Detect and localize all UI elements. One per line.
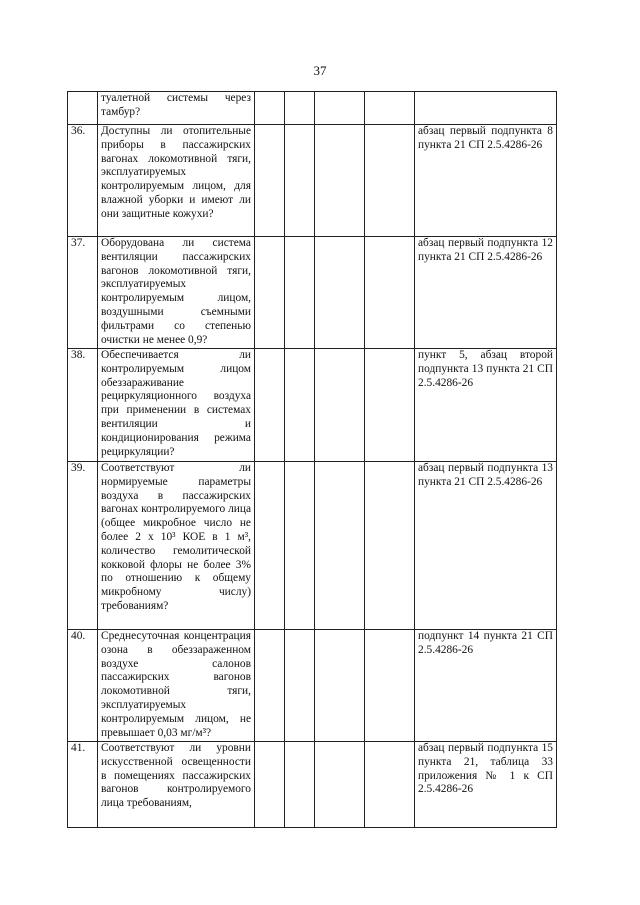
- row-reference: пункт 5, абзац второй подпункта 13 пункта 21 СП 2.5.4286-26: [415, 349, 557, 462]
- row-question: Доступны ли отопительные приборы в пассажирских вагонах локомотивной тяги, эксплуатируемых контролируемым лицом, для влажной уборки и имеют ли они защитные кожухи?: [98, 125, 255, 237]
- row-question: Среднесуточная концентрация озона в обеззараженном воздухе салонов пассажирских вагонов локомотивной тяги, эксплуатируемых контролируемым лицом, не превышает 0,03 мг/м³?: [98, 630, 255, 742]
- row-question: Обеспечивается ли контролируемым лицом обеззараживание рециркуляционного воздуха при применении в системах вентиляции и кондиционирования режима рециркуляции?: [98, 349, 255, 462]
- answer-no-cell: [285, 237, 315, 349]
- row-number: [68, 92, 98, 125]
- row-question: туалетной системы через тамбур?: [98, 92, 255, 125]
- note-cell: [365, 630, 415, 742]
- row-number: 41.: [68, 742, 98, 828]
- answer-no-cell: [285, 92, 315, 125]
- answer-na-cell: [315, 349, 365, 462]
- answer-no-cell: [285, 742, 315, 828]
- row-reference: абзац первый подпункта 8 пункта 21 СП 2.5.4286-26: [415, 125, 557, 237]
- answer-yes-cell: [255, 462, 285, 630]
- page-number: 37: [313, 63, 327, 78]
- row-number: 36.: [68, 125, 98, 237]
- answer-yes-cell: [255, 92, 285, 125]
- table-row: [68, 125, 557, 237]
- answer-na-cell: [315, 237, 365, 349]
- row-reference: абзац первый подпункта 13 пункта 21 СП 2.5.4286-26: [415, 462, 557, 630]
- row-reference: [415, 92, 557, 125]
- answer-na-cell: [315, 462, 365, 630]
- row-number: 38.: [68, 349, 98, 462]
- row-reference: абзац первый подпункта 15 пункта 21, таблица 33 приложения № 1 к СП 2.5.4286-26: [415, 742, 557, 828]
- table-row: [68, 630, 557, 742]
- row-reference: подпункт 14 пункта 21 СП 2.5.4286-26: [415, 630, 557, 742]
- answer-na-cell: [315, 125, 365, 237]
- note-cell: [365, 349, 415, 462]
- answer-yes-cell: [255, 742, 285, 828]
- answer-no-cell: [285, 349, 315, 462]
- row-question: Соответствуют ли уровни искусственной освещенности в помещениях пассажирских вагонов контролируемого лица требованиям,: [98, 742, 255, 828]
- answer-yes-cell: [255, 630, 285, 742]
- answer-yes-cell: [255, 125, 285, 237]
- table-row: [68, 462, 557, 630]
- table-row: [68, 92, 557, 125]
- row-reference: абзац первый подпункта 12 пункта 21 СП 2.5.4286-26: [415, 237, 557, 349]
- answer-no-cell: [285, 462, 315, 630]
- row-question: Оборудована ли система вентиляции пассажирских вагонов локомотивной тяги, эксплуатируемых контролируемым лицом, воздушными съемными фильтрами со степенью очистки не менее 0,9?: [98, 237, 255, 349]
- note-cell: [365, 237, 415, 349]
- answer-no-cell: [285, 630, 315, 742]
- note-cell: [365, 125, 415, 237]
- row-number: 37.: [68, 237, 98, 349]
- note-cell: [365, 742, 415, 828]
- note-cell: [365, 92, 415, 125]
- answer-yes-cell: [255, 349, 285, 462]
- table-row: [68, 237, 557, 349]
- answer-na-cell: [315, 742, 365, 828]
- answer-yes-cell: [255, 237, 285, 349]
- checklist-table: [67, 91, 557, 828]
- table-row: [68, 349, 557, 462]
- note-cell: [365, 462, 415, 630]
- row-question: Соответствуют ли нормируемые параметры воздуха в пассажирских вагонах контролируемого лица (общее микробное число не более 2 x 10³ КОЕ в 1 м³, количество гемолитической кокковой флоры не более 3% по отношению к общему микробному числу) требованиям?: [98, 462, 255, 630]
- table-row: [68, 742, 557, 828]
- answer-na-cell: [315, 92, 365, 125]
- answer-na-cell: [315, 630, 365, 742]
- answer-no-cell: [285, 125, 315, 237]
- row-number: 39.: [68, 462, 98, 630]
- row-number: 40.: [68, 630, 98, 742]
